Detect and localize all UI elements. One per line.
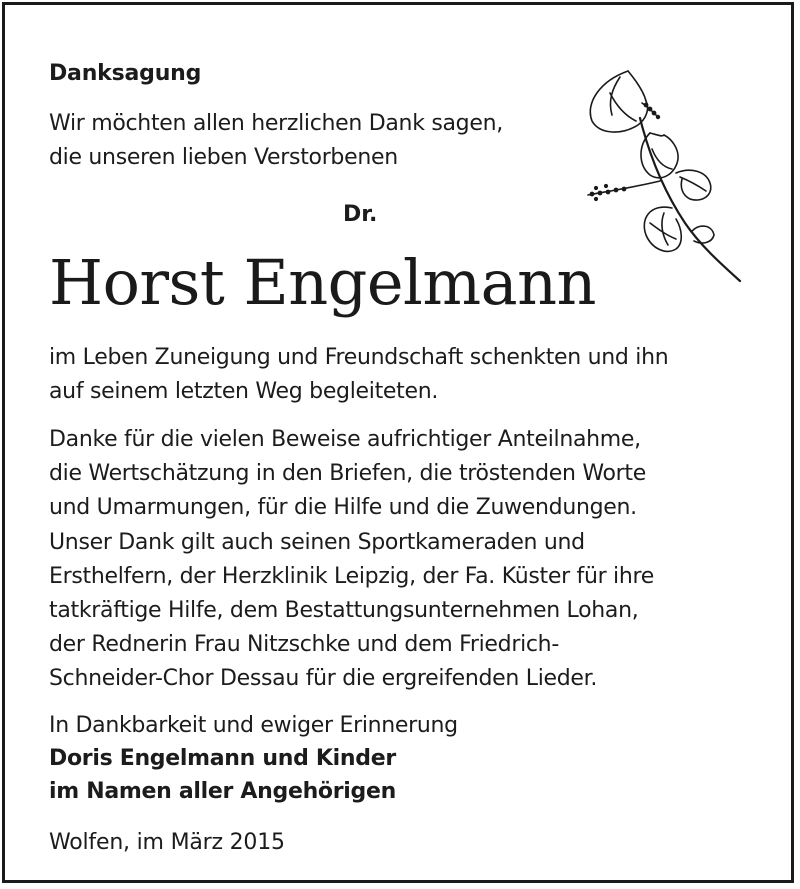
paragraph-line: Unser Dank gilt auch seinen Sportkameraden und: [49, 529, 585, 555]
intro-text: [49, 107, 503, 175]
academic-title: Dr.: [343, 202, 378, 227]
place-and-date: Wolfen, im März 2015: [49, 830, 285, 855]
signature-line: Doris Engelmann und Kinder: [49, 746, 396, 771]
signature-line: im Namen aller Angehörigen: [49, 779, 396, 804]
paragraph-line: Schneider-Chor Dessau für die ergreifenden Lieder.: [49, 666, 598, 692]
paragraph-line: im Leben Zuneigung und Freundschaft schenkten und ihn: [49, 345, 669, 370]
calla-lily-flower-icon: [580, 63, 755, 288]
paragraph-line: tatkräftige Hilfe, dem Bestattungsunternehmen Lohan,: [49, 598, 639, 624]
paragraph-line: und Umarmungen, für die Hilfe und die Zuwendungen.: [49, 495, 637, 521]
paragraph-line: Ersthelfern, der Herzklinik Leipzig, der Fa. Küster für ihre: [49, 563, 655, 589]
paragraph-line: Danke für die vielen Beweise aufrichtiger Anteilnahme,: [49, 427, 641, 452]
deceased-name: Horst Engelmann: [49, 246, 596, 319]
paragraph-thanks-intro: [49, 341, 668, 409]
paragraph-line: die Wertschätzung in den Briefen, die tröstenden Worte: [49, 461, 646, 487]
notice-heading: Danksagung: [49, 61, 202, 86]
paragraph-line: auf seinem letzten Weg begleiteten.: [49, 379, 439, 405]
paragraph-thanks-details: [49, 423, 654, 697]
intro-line: Wir möchten allen herzlichen Dank sagen,: [49, 111, 503, 136]
signoff-block: [49, 709, 458, 808]
obituary-notice-frame: [2, 2, 794, 883]
intro-line: die unseren lieben Verstorbenen: [49, 145, 398, 170]
closing-line: In Dankbarkeit und ewiger Erinnerung: [49, 713, 458, 738]
paragraph-line: der Rednerin Frau Nitzschke und dem Friedrich-: [49, 632, 559, 658]
